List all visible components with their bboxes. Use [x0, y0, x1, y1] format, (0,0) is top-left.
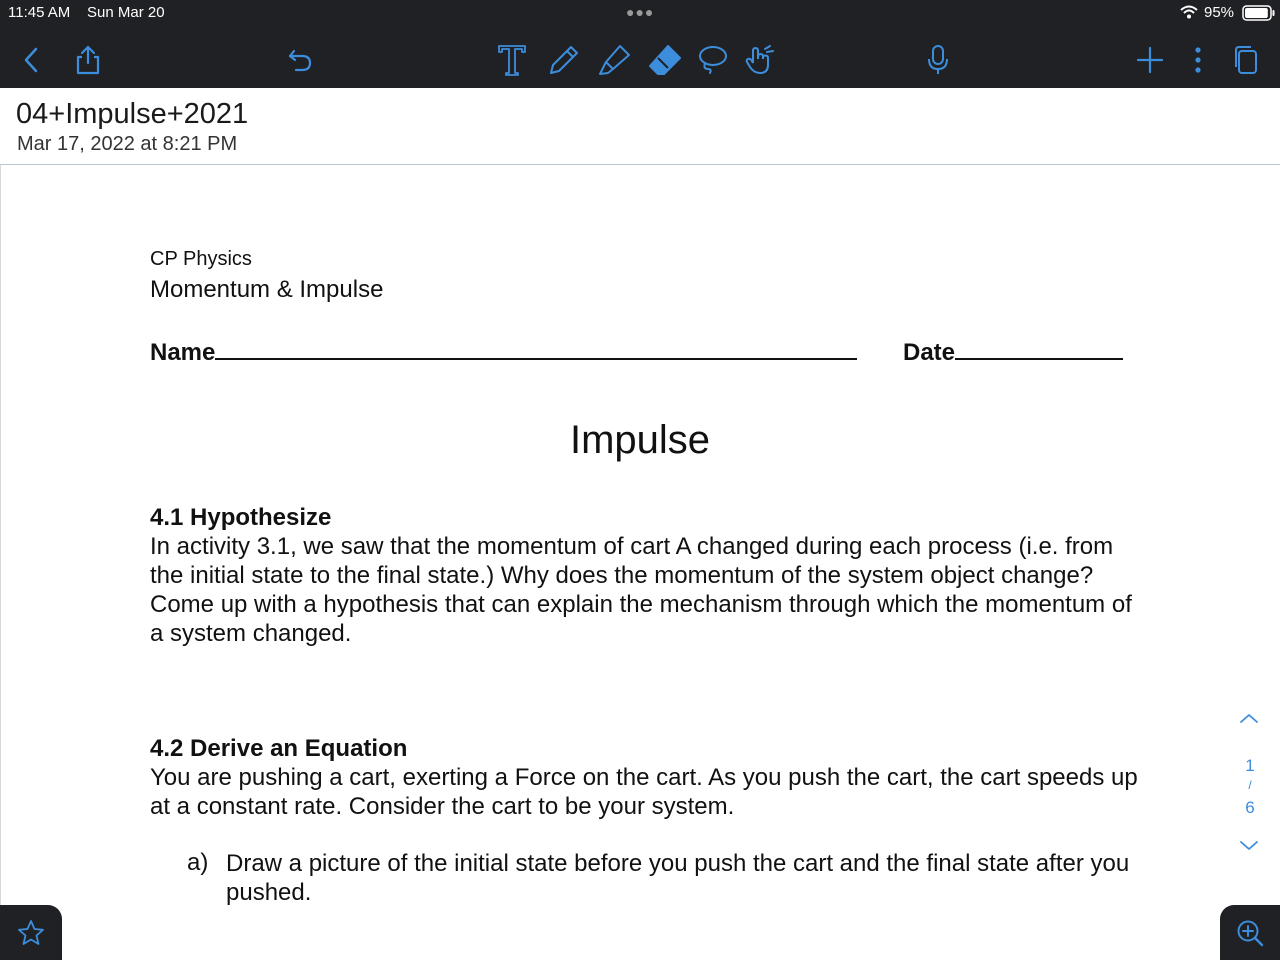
chevron-up-icon[interactable]: [1238, 710, 1260, 730]
battery-icon: [1242, 5, 1276, 25]
date-label: Date: [903, 339, 956, 366]
section-body: You are pushing a cart, exerting a Force on the cart. As you push the cart, the cart speeds up at a constant rate. Consider the cart to be your system.: [150, 764, 1138, 820]
page-separator: /: [1248, 778, 1252, 792]
more-icon[interactable]: [1178, 40, 1218, 80]
undo-icon[interactable]: [280, 40, 320, 80]
star-icon: [16, 918, 46, 948]
date-field: [903, 336, 1123, 367]
section-heading: 4.2 Derive an Equation: [150, 735, 408, 762]
name-field: [150, 336, 857, 367]
microphone-icon[interactable]: [918, 40, 958, 80]
worksheet-title: Impulse: [569, 418, 711, 462]
status-bar: [0, 0, 1280, 26]
zoom-button[interactable]: [1220, 905, 1280, 960]
current-page: 1: [1245, 756, 1255, 775]
unit-name: Momentum & Impulse: [150, 276, 384, 303]
date-underline: [955, 336, 1123, 360]
total-pages: 6: [1245, 798, 1255, 817]
document-title[interactable]: 04+Impulse+2021: [16, 98, 249, 130]
battery-percent: 95%: [1204, 4, 1235, 21]
top-bar: [0, 0, 1280, 88]
share-icon[interactable]: [68, 40, 108, 80]
item-text: Draw a picture of the initial state before you push the cart and the final state after you pushed.: [226, 850, 1130, 906]
pen-tool-icon[interactable]: [544, 40, 584, 80]
hand-pointer-tool-icon[interactable]: [740, 40, 780, 80]
status-time: 11:45 AM: [8, 4, 71, 21]
add-icon[interactable]: [1130, 40, 1170, 80]
status-date: Sun Mar 20: [87, 4, 165, 21]
section-heading: 4.1 Hypothesize: [150, 504, 332, 531]
chevron-down-icon[interactable]: [1238, 838, 1260, 858]
lasso-tool-icon[interactable]: [692, 40, 732, 80]
text-tool-icon[interactable]: [492, 40, 532, 80]
course-name: CP Physics: [150, 248, 252, 270]
eraser-tool-icon[interactable]: [644, 40, 684, 80]
page-indicator: [1232, 710, 1268, 860]
highlighter-tool-icon[interactable]: [594, 40, 634, 80]
name-label: Name: [150, 339, 216, 366]
pages-icon[interactable]: [1226, 40, 1266, 80]
name-underline: [215, 336, 857, 360]
multitasking-dots-icon[interactable]: ●●●: [626, 4, 655, 20]
zoom-in-icon: [1235, 918, 1265, 948]
document-date: Mar 17, 2022 at 8:21 PM: [17, 133, 238, 155]
wifi-icon: [1180, 5, 1198, 23]
document-header: [0, 88, 1280, 165]
item-label: a): [187, 849, 209, 876]
back-icon[interactable]: [12, 40, 52, 80]
favorite-button[interactable]: [0, 905, 62, 960]
section-body: In activity 3.1, we saw that the momentum of cart A changed during each process (i.e. from the initial state to the final state.) Why does the momentum of the system object change? Come up with a hypothesis that can explain the mechanism through which the momentum of a system changed.: [150, 533, 1132, 647]
